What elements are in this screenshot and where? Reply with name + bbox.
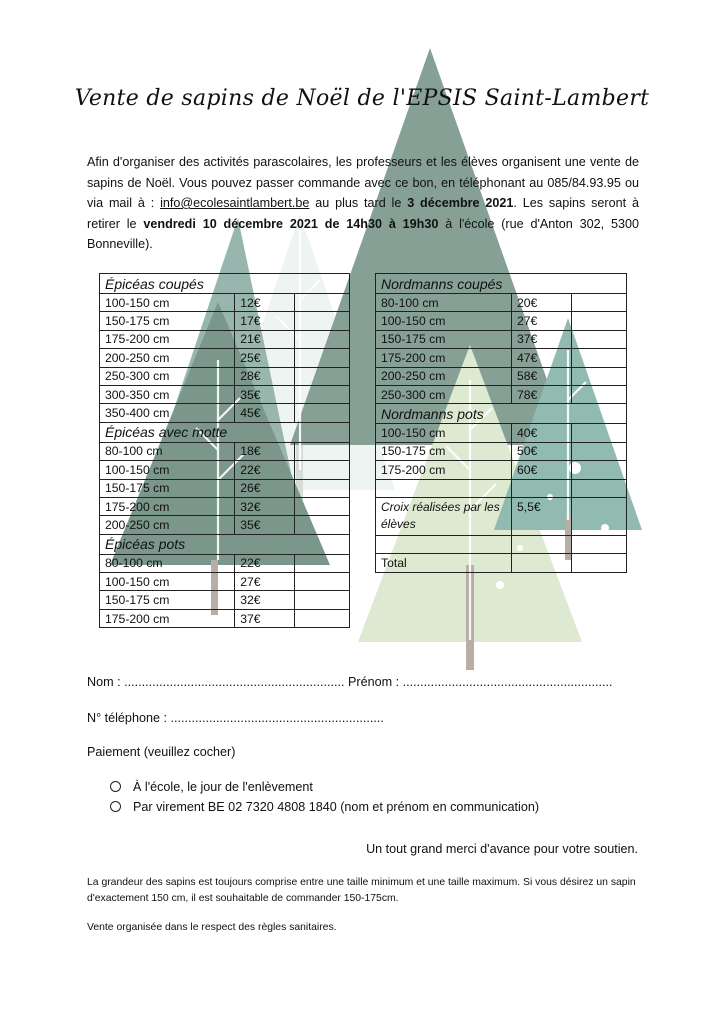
pickup-date: vendredi 10 décembre 2021 de 14h30 à 19h30 (143, 216, 439, 231)
table-row (100, 442, 350, 460)
price-cell: 37€ (235, 609, 295, 627)
size-cell: 80-100 cm (376, 294, 512, 312)
price-cell: 22€ (235, 554, 295, 572)
intro-text-3: . Les sapins seront à retirer le (87, 196, 639, 231)
payment-option-school[interactable] (110, 780, 313, 794)
intro-paragraph (87, 152, 639, 255)
size-cell: 200-250 cm (100, 349, 235, 367)
table-row (376, 424, 627, 442)
table-row (100, 312, 350, 330)
croix-price: 5,5€ (511, 497, 571, 535)
quantity-cell[interactable] (295, 312, 350, 330)
table-row (100, 404, 350, 422)
empty-cell (376, 479, 512, 497)
table-row (100, 554, 350, 572)
table-row (376, 461, 627, 479)
size-cell: 100-150 cm (376, 312, 512, 330)
name-line[interactable]: Nom : ............................................................... Prénom : ............................................................ (87, 675, 613, 689)
quantity-cell[interactable] (295, 609, 350, 627)
size-cell: 80-100 cm (100, 442, 235, 460)
quantity-cell[interactable] (572, 367, 627, 385)
price-cell: 60€ (511, 461, 571, 479)
table-row (376, 312, 627, 330)
size-cell: 175-200 cm (100, 497, 235, 515)
size-cell: 150-175 cm (100, 312, 235, 330)
price-cell: 18€ (235, 442, 295, 460)
table-row (376, 497, 627, 535)
section-heading-row (376, 274, 627, 294)
quantity-cell[interactable] (295, 404, 350, 422)
section-heading: Épicéas pots (100, 534, 350, 554)
price-cell: 32€ (235, 497, 295, 515)
price-cell: 17€ (235, 312, 295, 330)
table-row (100, 349, 350, 367)
price-cell: 20€ (511, 294, 571, 312)
quantity-cell[interactable] (572, 424, 627, 442)
empty-cell (511, 535, 571, 553)
quantity-cell[interactable] (572, 349, 627, 367)
price-cell: 25€ (235, 349, 295, 367)
table-row (100, 497, 350, 515)
table-row (376, 294, 627, 312)
quantity-cell[interactable] (572, 442, 627, 460)
quantity-cell[interactable] (572, 294, 627, 312)
price-cell: 78€ (511, 385, 571, 403)
price-cell: 28€ (235, 367, 295, 385)
size-cell: 150-175 cm (376, 330, 512, 348)
size-cell: 175-200 cm (376, 461, 512, 479)
size-cell: 150-175 cm (376, 442, 512, 460)
quantity-cell[interactable] (572, 535, 627, 553)
section-heading-row (376, 404, 627, 424)
price-cell: 12€ (235, 294, 295, 312)
section-heading: Épicéas coupés (100, 274, 350, 294)
quantity-cell[interactable] (572, 385, 627, 403)
table-row (100, 385, 350, 403)
payment-label: Paiement (veuillez cocher) (87, 745, 236, 759)
section-heading: Nordmanns coupés (376, 274, 627, 294)
price-cell: 35€ (235, 385, 295, 403)
quantity-cell[interactable] (295, 573, 350, 591)
price-cell: 26€ (235, 479, 295, 497)
order-table-nordmanns (375, 273, 627, 573)
size-note: La grandeur des sapins est toujours comprise entre une taille minimum et une taille maximum. Si vous désirez un sapin d'exactement 150 cm, il est souhaitable de commander 150-175cm. (87, 877, 636, 904)
table-row (100, 573, 350, 591)
quantity-cell[interactable] (572, 461, 627, 479)
size-cell: 175-200 cm (100, 330, 235, 348)
quantity-cell[interactable] (295, 497, 350, 515)
sanitary-note: Vente organisée dans le respect des règles sanitaires. (87, 922, 337, 933)
price-cell: 45€ (235, 404, 295, 422)
size-cell: 175-200 cm (376, 349, 512, 367)
table-row (100, 479, 350, 497)
size-cell: 175-200 cm (100, 609, 235, 627)
price-cell: 21€ (235, 330, 295, 348)
price-cell: 58€ (511, 367, 571, 385)
payment-option-transfer-label: Par virement BE 02 7320 4808 1840 (nom et prénom en communication) (133, 800, 540, 814)
total-label: Total (376, 554, 512, 572)
table-row (376, 367, 627, 385)
radio-school[interactable] (110, 781, 121, 792)
table-row (376, 479, 627, 497)
quantity-cell[interactable] (572, 497, 627, 535)
size-cell: 100-150 cm (100, 294, 235, 312)
total-row (376, 554, 627, 572)
table-row (100, 591, 350, 609)
quantity-cell[interactable] (572, 330, 627, 348)
quantity-cell[interactable] (295, 349, 350, 367)
table-row (100, 367, 350, 385)
payment-option-school-label: À l'école, le jour de l'enlèvement (133, 780, 313, 794)
size-cell: 300-350 cm (100, 385, 235, 403)
empty-cell (376, 535, 512, 553)
size-cell: 350-400 cm (100, 404, 235, 422)
table-row (100, 609, 350, 627)
radio-transfer[interactable] (110, 801, 121, 812)
section-heading-row (100, 534, 350, 554)
croix-label: Croix réalisées par les élèves (376, 497, 512, 535)
quantity-cell[interactable] (295, 442, 350, 460)
quantity-cell[interactable] (572, 479, 627, 497)
price-cell: 37€ (511, 330, 571, 348)
email-link[interactable]: info@ecolesaintlambert.be (160, 196, 310, 210)
section-heading: Nordmanns pots (376, 404, 627, 424)
intro-text-2: au plus tard le (309, 196, 408, 210)
size-cell: 200-250 cm (100, 516, 235, 534)
intro-text-4: à l'école (rue d'Anton 302, 5300 Bonneville). (87, 216, 639, 251)
price-cell: 40€ (511, 424, 571, 442)
total-quantity-cell[interactable] (572, 554, 627, 572)
section-heading: Épicéas avec motte (100, 422, 350, 442)
quantity-cell[interactable] (572, 312, 627, 330)
section-heading-row (100, 422, 350, 442)
price-cell: 32€ (235, 591, 295, 609)
quantity-cell[interactable] (295, 516, 350, 534)
page-title: Vente de sapins de Noël de l'EPSIS Saint-Lambert (74, 86, 650, 111)
phone-line[interactable]: N° téléphone : ............................................................. (87, 711, 384, 725)
size-cell: 250-300 cm (376, 385, 512, 403)
table-row (376, 442, 627, 460)
table-row (376, 330, 627, 348)
size-cell: 150-175 cm (100, 479, 235, 497)
size-cell: 100-150 cm (376, 424, 512, 442)
quantity-cell[interactable] (295, 479, 350, 497)
table-row (100, 461, 350, 479)
order-table-epiceas (99, 273, 350, 628)
quantity-cell[interactable] (295, 591, 350, 609)
order-deadline: 3 décembre 2021 (407, 196, 514, 210)
quantity-cell[interactable] (295, 461, 350, 479)
quantity-cell[interactable] (295, 294, 350, 312)
price-cell: 27€ (511, 312, 571, 330)
price-cell: 27€ (235, 573, 295, 591)
quantity-cell[interactable] (295, 554, 350, 572)
section-heading-row (100, 274, 350, 294)
size-cell: 200-250 cm (376, 367, 512, 385)
quantity-cell[interactable] (295, 330, 350, 348)
empty-cell (511, 479, 571, 497)
price-cell: 35€ (235, 516, 295, 534)
table-row (100, 330, 350, 348)
quantity-cell[interactable] (295, 367, 350, 385)
intro-text-1: Afin d'organiser des activités parascolaires, les professeurs et les élèves organisent une vente de sapins de Noël. Vous pouvez passer commande avec ce bon, en téléphonant au 085/84.93.95 ou via mail à : (87, 155, 639, 210)
price-cell: 47€ (511, 349, 571, 367)
price-cell: 22€ (235, 461, 295, 479)
thanks-message: Un tout grand merci d'avance pour votre soutien. (366, 842, 638, 856)
total-price-cell (511, 554, 571, 572)
table-row (100, 294, 350, 312)
size-cell: 250-300 cm (100, 367, 235, 385)
table-row (100, 516, 350, 534)
quantity-cell[interactable] (295, 385, 350, 403)
table-row (376, 535, 627, 553)
size-cell: 150-175 cm (100, 591, 235, 609)
size-cell: 80-100 cm (100, 554, 235, 572)
payment-option-transfer[interactable] (110, 800, 539, 814)
table-row (376, 349, 627, 367)
size-cell: 100-150 cm (100, 461, 235, 479)
price-cell: 50€ (511, 442, 571, 460)
size-cell: 100-150 cm (100, 573, 235, 591)
table-row (376, 385, 627, 403)
